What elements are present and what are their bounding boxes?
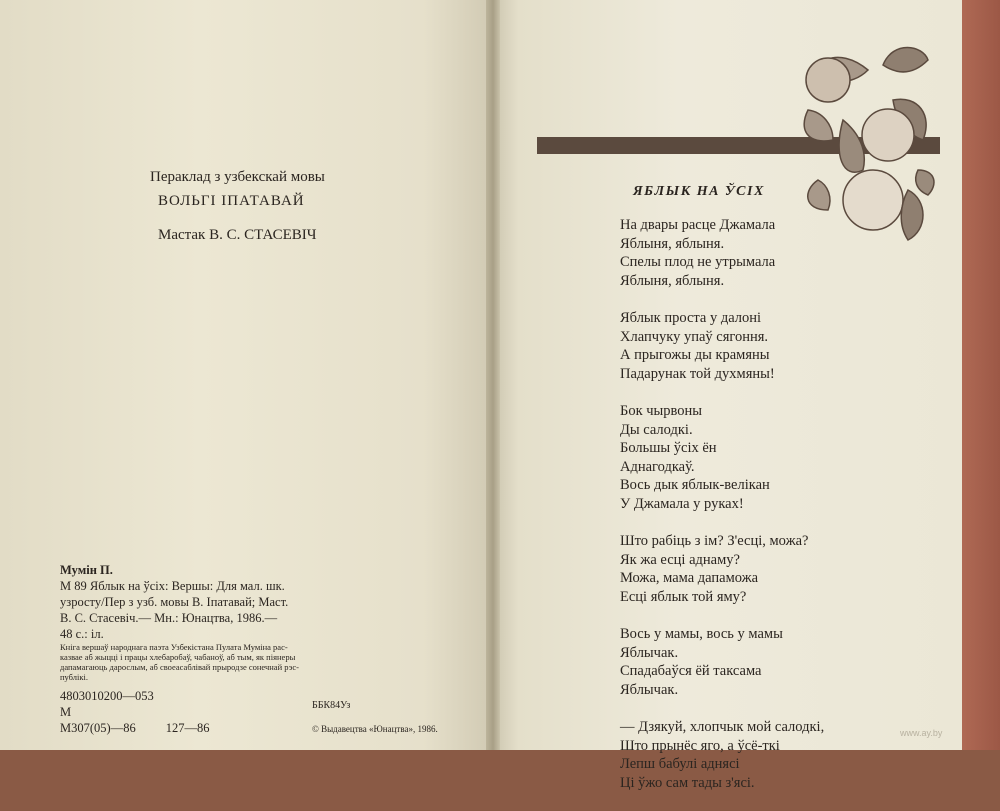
biblio-annotation-line: дапамагаюць дарослым, аб своеасаблівай прыродзе сонечнай рэс-	[60, 662, 299, 672]
poem-line: Можа, мама дапаможа	[620, 570, 759, 587]
poem-line: Яблыня, яблыня.	[620, 235, 725, 252]
biblio-desc-line: узросту/Пер з узб. мовы В. Іпатавай; Маст.	[60, 595, 289, 609]
poem-stanza	[620, 718, 824, 792]
poem-line: Як жа есці аднаму?	[620, 551, 740, 568]
apple-branch-icon	[798, 40, 938, 245]
book-gutter	[486, 0, 500, 750]
poem-line: Яблык проста у далоні	[620, 309, 762, 326]
biblio-desc-line: 48 с.: іл.	[60, 627, 104, 641]
watermark: www.ay.by	[900, 728, 943, 738]
translation-line: Пераклад з узбекскай мовы	[150, 169, 325, 185]
poem-stanza	[620, 309, 824, 383]
table-surface	[960, 0, 1000, 750]
poem-line: На двары расце Джамала	[620, 217, 776, 233]
bibliographic-record	[60, 562, 440, 736]
poem-line: Спелы плод не утрымала	[620, 254, 776, 271]
biblio-entry	[60, 578, 440, 594]
poem-stanza	[620, 402, 824, 514]
illustrator-line: Мастак В. С. СТАСЕВІЧ	[158, 227, 317, 243]
biblio-author: Мумін П.	[60, 563, 113, 577]
poem-stanza	[620, 625, 824, 699]
poem-line: Хлапчуку упаў сягоння.	[620, 328, 769, 345]
poem-line: Большы ўсіх ён	[620, 440, 717, 457]
poem-line: А прыгожы ды крамяны	[620, 347, 770, 364]
poem-line: Падарунак той духмяны!	[620, 365, 775, 382]
poem-line: Яблыня, яблыня.	[620, 272, 725, 289]
poem-title: ЯБЛЫК НА ЎСІХ	[633, 184, 765, 199]
poem-body	[620, 216, 824, 811]
biblio-desc-line: Яблык на ўсіх: Вершы: Для мал. шк.	[89, 579, 285, 593]
bbk-index: ББК84Уз	[312, 700, 351, 711]
poem-line: Спадабаўся ёй таксама	[620, 663, 762, 680]
poem-line: Есці яблык той яму?	[620, 588, 747, 605]
poem-line: Яблычак.	[620, 681, 679, 698]
biblio-annotation-line: казвае аб жыцці і працы хлебаробаў, чабаноў, аб тым, як піянеры	[60, 652, 296, 662]
publisher-copyright: © Выдавецтва «Юнацтва», 1986.	[312, 724, 438, 734]
poem-line: Аднагодкаў.	[620, 458, 695, 475]
biblio-formula-bottom: М307(05)—86	[60, 721, 136, 735]
biblio-annotation-line: публікі.	[60, 672, 89, 682]
poem-line: Што рабіць з ім? З'есці, можа?	[620, 533, 809, 550]
biblio-formula-prefix: М	[60, 705, 72, 719]
translator-name: ВОЛЬГІ ІПАТАВАЙ	[158, 193, 305, 209]
biblio-desc-line: В. С. Стасевіч.— Мн.: Юнацтва, 1986.—	[60, 611, 278, 625]
poem-line: Ды салодкі.	[620, 421, 693, 438]
left-page	[0, 0, 498, 750]
biblio-code: М 89	[60, 579, 87, 593]
poem-line: Лепш бабулі аднясі	[620, 756, 740, 773]
poem-line: — Дзякуй, хлопчык мой салодкі,	[620, 719, 825, 736]
poem-line: Яблычак.	[620, 644, 679, 661]
biblio-annotation-line: Кніга вершаў народнага паэта Узбекістана Пулата Муміна рас-	[60, 642, 288, 652]
poem-stanza	[620, 216, 824, 290]
poem-line: Што прынёс яго, а ўсё-ткі	[620, 737, 780, 754]
biblio-formula-right: 127—86	[165, 721, 210, 735]
poem-line: Вось у мамы, вось у мамы	[620, 626, 783, 643]
poem-line: У Джамала у руках!	[620, 495, 744, 512]
translation-credits	[150, 165, 400, 247]
poem-line: Вось дык яблык-велікан	[620, 477, 770, 494]
poem-stanza	[620, 532, 824, 606]
poem-line: Ці ўжо сам тады з'ясі.	[620, 774, 755, 791]
biblio-formula-top: 4803010200—053	[60, 689, 154, 703]
poem-line: Бок чырвоны	[620, 402, 703, 419]
